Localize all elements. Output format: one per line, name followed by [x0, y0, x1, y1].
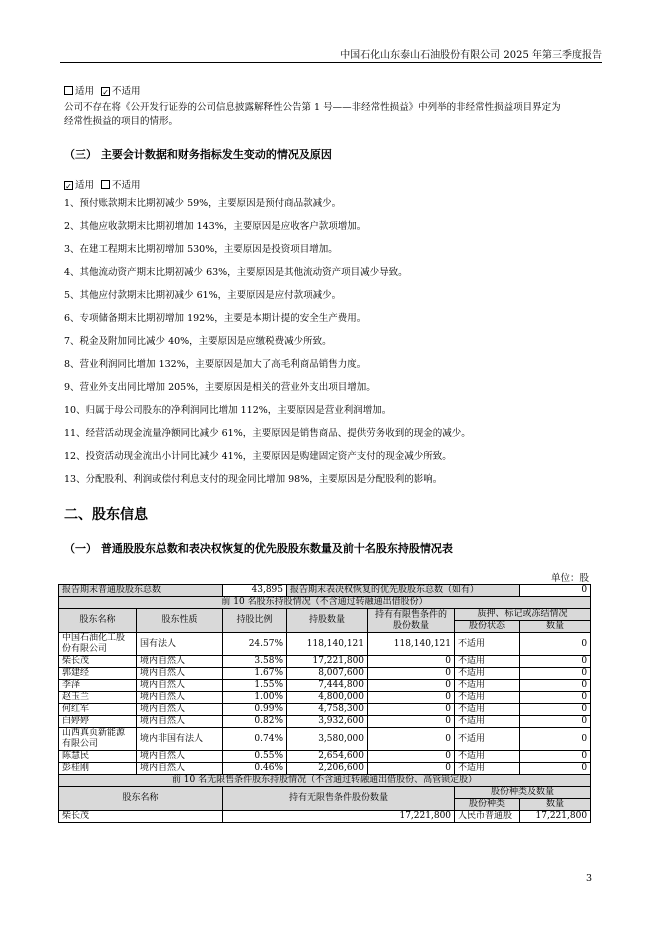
change-item: 13、分配股利、利润或偿付利息支付的现金同比增加 98%，主要原因是分配股利的影响。 [64, 474, 443, 485]
unrestricted-title-row [59, 775, 591, 787]
change-item: 8、营业利润同比增加 132%，主要原因是加大了高毛利商品销售力度。 [64, 359, 367, 370]
cell-nature: 境内自然人 [137, 704, 223, 716]
nonrecurring-text-1: 公司不存在将《公开发行证券的公司信息披露解释性公告第 1 号——非经常性损益》中列举的非经常性损益项目界定为 [64, 102, 561, 113]
cell-nature: 境内自然人 [137, 692, 223, 704]
cell-qty: 7,444,800 [287, 680, 368, 692]
label-not-applicable: 不适用 [112, 86, 141, 97]
cell-qty: 4,758,300 [287, 704, 368, 716]
cell-pledge-qty: 0 [520, 716, 591, 728]
cell-name: 柴长茂 [59, 656, 137, 668]
change-item: 12、投资活动现金流出小计同比减少 41%，主要原因是购建固定资产支付的现金减少所致。 [64, 451, 452, 462]
cell-status: 不适用 [455, 704, 520, 716]
shareholders-title: 二、股东信息 [64, 507, 148, 523]
unr-cell-qty: 17,221,800 [223, 811, 455, 823]
cell-restricted: 0 [368, 751, 455, 763]
total-label: 报告期末普通股股东总数 [59, 585, 223, 597]
cell-qty: 17,221,800 [287, 656, 368, 668]
cell-ratio: 1.55% [223, 680, 287, 692]
cell-qty: 2,654,600 [287, 751, 368, 763]
cell-pledge-qty: 0 [520, 763, 591, 775]
change-item: 2、其他应收款期末比期初增加 143%，主要原因是应收客户款项增加。 [64, 221, 367, 232]
cell-restricted: 0 [368, 692, 455, 704]
cell-pledge-qty: 0 [520, 633, 591, 656]
table-row [59, 716, 591, 728]
cell-pledge-qty: 0 [520, 668, 591, 680]
cell-restricted: 0 [368, 668, 455, 680]
col-nature: 股东性质 [137, 609, 223, 633]
col-pledge-status: 股份状态 [455, 621, 520, 633]
shareholders-table [58, 584, 591, 823]
change-item: 10、归属于母公司股东的净利润同比增加 112%，主要原因是营业利润增加。 [64, 405, 392, 416]
cell-ratio: 0.99% [223, 704, 287, 716]
cell-status: 不适用 [455, 692, 520, 704]
cell-name: 彭桂刚 [59, 763, 137, 775]
unr-header-row [59, 787, 591, 799]
unit-label: 单位：股 [550, 573, 589, 584]
cell-nature: 境内自然人 [137, 763, 223, 775]
checkbox-applicable-checked[interactable]: ✓ [65, 182, 72, 191]
unr-col-qty: 持有无限售条件股份数量 [223, 787, 455, 811]
unrestricted-title: 前 10 名无限售条件股东持股情况（不含通过转融通出借股份、高管锁定股） [59, 775, 591, 787]
cell-nature: 国有法人 [137, 633, 223, 656]
cell-qty: 8,007,600 [287, 668, 368, 680]
unr-col-name: 股东名称 [59, 787, 223, 811]
col-qty: 持股数量 [287, 609, 368, 633]
cell-name: 山西真页新能源有限公司 [59, 728, 137, 751]
col-pledge-qty: 数量 [520, 621, 591, 633]
cell-nature: 境内自然人 [137, 656, 223, 668]
unr-table-row [59, 811, 591, 823]
label-applicable: 适用 [75, 180, 95, 191]
label-not-applicable: 不适用 [112, 180, 141, 191]
cell-nature: 境内自然人 [137, 680, 223, 692]
checkbox-not-applicable-unchecked[interactable] [101, 180, 110, 189]
cell-name: 陈慧民 [59, 751, 137, 763]
shareholders-subtitle: （一） 普通股股东总数和表决权恢复的优先股股东数量及前十名股东持股情况表 [64, 542, 453, 555]
checkbox-applicable-unchecked[interactable] [64, 86, 73, 95]
cell-name: 白婷婷 [59, 716, 137, 728]
cell-pledge-qty: 0 [520, 656, 591, 668]
cell-status: 不适用 [455, 656, 520, 668]
top10-title: 前 10 名股东持股情况（不含通过转融通出借股份） [59, 597, 591, 609]
cell-restricted: 0 [368, 704, 455, 716]
col-restricted: 持有有限售条件的股份数量 [368, 609, 455, 633]
table-row [59, 763, 591, 775]
label-applicable: 适用 [75, 86, 95, 97]
checkbox-not-applicable-checked[interactable]: ✓ [102, 88, 109, 97]
change-item: 11、经营活动现金流量净额同比减少 61%，主要原因是销售商品、提供劳务收到的现金的减少。 [64, 428, 471, 439]
table-row [59, 704, 591, 716]
cell-restricted: 0 [368, 656, 455, 668]
cell-pledge-qty: 0 [520, 692, 591, 704]
page-header: 中国石化山东泰山石油股份有限公司 2025 年第三季度报告 [340, 50, 602, 61]
cell-ratio: 0.82% [223, 716, 287, 728]
unr-col-type: 股份种类 [455, 799, 520, 811]
cell-ratio: 0.46% [223, 763, 287, 775]
change-item: 3、在建工程期末比期初增加 530%，主要原因是投资项目增加。 [64, 244, 338, 255]
section3-title: （三） 主要会计数据和财务指标发生变动的情况及原因 [64, 148, 332, 161]
cell-name: 郭建经 [59, 668, 137, 680]
cell-status: 不适用 [455, 763, 520, 775]
table-row [59, 692, 591, 704]
pref-value: 0 [520, 585, 591, 597]
nonrecurring-checkboxes [64, 83, 141, 97]
cell-restricted: 0 [368, 716, 455, 728]
header-divider [60, 62, 602, 63]
cell-status: 不适用 [455, 728, 520, 751]
change-item: 1、预付账款期末比期初减少 59%，主要原因是预付商品款减少。 [64, 198, 342, 209]
cell-name: 赵玉兰 [59, 692, 137, 704]
table-row [59, 680, 591, 692]
cell-nature: 境内自然人 [137, 716, 223, 728]
unr-col-type-group: 股份种类及数量 [455, 787, 591, 799]
change-item: 9、营业外支出同比增加 205%，主要原因是相关的营业外支出项目增加。 [64, 382, 376, 393]
col-name: 股东名称 [59, 609, 137, 633]
cell-ratio: 1.67% [223, 668, 287, 680]
cell-ratio: 0.74% [223, 728, 287, 751]
table-row [59, 656, 591, 668]
change-item: 5、其他应付款期末比期初减少 61%，主要原因是应付款项减少。 [64, 290, 342, 301]
cell-qty: 3,580,000 [287, 728, 368, 751]
col-ratio: 持股比例 [223, 609, 287, 633]
unr-cell-name: 柴长茂 [59, 811, 223, 823]
cell-restricted: 0 [368, 728, 455, 751]
cell-nature: 境内自然人 [137, 751, 223, 763]
total-value: 43,895 [223, 585, 287, 597]
cell-status: 不适用 [455, 716, 520, 728]
change-item: 6、专项储备期末比期初增加 192%，主要是本期计提的安全生产费用。 [64, 313, 367, 324]
col-pledge: 质押、标记或冻结情况 [455, 609, 591, 621]
cell-ratio: 0.55% [223, 751, 287, 763]
header-row [59, 609, 591, 621]
cell-ratio: 1.00% [223, 692, 287, 704]
table-row [59, 668, 591, 680]
cell-pledge-qty: 0 [520, 751, 591, 763]
cell-status: 不适用 [455, 751, 520, 763]
cell-restricted: 118,140,121 [368, 633, 455, 656]
cell-nature: 境内自然人 [137, 668, 223, 680]
cell-pledge-qty: 0 [520, 680, 591, 692]
cell-qty: 118,140,121 [287, 633, 368, 656]
cell-restricted: 0 [368, 680, 455, 692]
cell-ratio: 3.58% [223, 656, 287, 668]
page-number: 3 [585, 873, 592, 884]
table-row [59, 728, 591, 751]
cell-qty: 4,800,000 [287, 692, 368, 704]
cell-pledge-qty: 0 [520, 704, 591, 716]
cell-name: 李泽 [59, 680, 137, 692]
unr-col-num: 数量 [520, 799, 591, 811]
pref-label: 报告期末表决权恢复的优先股股东总数（如有） [287, 585, 520, 597]
cell-status: 不适用 [455, 680, 520, 692]
cell-ratio: 24.57% [223, 633, 287, 656]
total-shareholders-row [59, 585, 591, 597]
cell-nature: 境内非国有法人 [137, 728, 223, 751]
top10-title-row [59, 597, 591, 609]
cell-name: 中国石油化工股份有限公司 [59, 633, 137, 656]
table-row [59, 633, 591, 656]
table-row [59, 751, 591, 763]
cell-name: 何红军 [59, 704, 137, 716]
change-item: 7、税金及附加同比减少 40%，主要原因是应缴税费减少所致。 [64, 336, 332, 347]
unr-cell-num: 17,221,800 [520, 811, 591, 823]
cell-restricted: 0 [368, 763, 455, 775]
change-item: 4、其他流动资产期末比期初减少 63%，主要原因是其他流动资产项目减少导致。 [64, 267, 408, 278]
nonrecurring-text-2: 经常性损益的项目的情形。 [64, 116, 179, 127]
section3-checkboxes [64, 177, 141, 191]
cell-qty: 3,932,600 [287, 716, 368, 728]
unr-cell-type: 人民币普通股 [455, 811, 520, 823]
cell-status: 不适用 [455, 668, 520, 680]
cell-pledge-qty: 0 [520, 728, 591, 751]
cell-status: 不适用 [455, 633, 520, 656]
cell-qty: 2,206,600 [287, 763, 368, 775]
